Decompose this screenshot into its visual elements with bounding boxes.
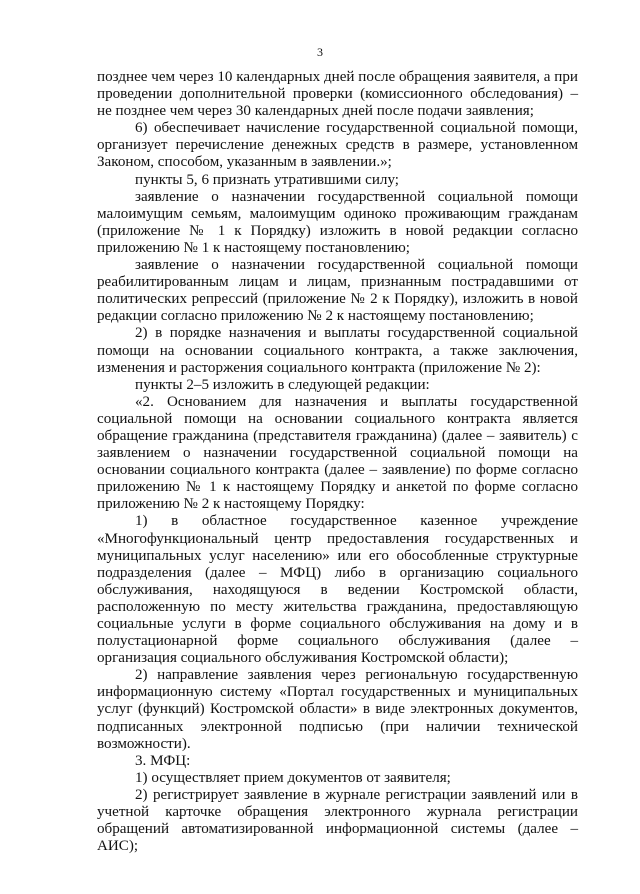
paragraph-points-2-5-new-wording: пункты 2–5 изложить в следующей редакции: [135, 376, 430, 393]
page-number: 3 [317, 45, 323, 59]
paragraph-points-5-6-repealed: пункты 5, 6 признать утратившими силу; [135, 171, 400, 188]
document-body [97, 69, 578, 855]
paragraph-application-low-income: заявление о назначении государственной социальной помощи малоимущим семьям, малоимущим одиноко проживающим гражданам (приложение № 1 к Порядку) изложить в новой редакции согласно приложению № 1 к настоящему постановлению; [97, 188, 578, 256]
paragraph-point-3-subitem-1: 1) осуществляет прием документов от заявителя; [135, 769, 451, 786]
paragraph-social-contract-procedure: 2) в порядке назначения и выплаты государственной социальной помощи на основании социального контракта, а также заключения, изменения и расторжения социального контракта (приложение № 2): [97, 325, 578, 376]
paragraph-point-3-subitem-2: 2) регистрирует заявление в журнале регистрации заявлений или в учетной карточке обращения электронного журнала регистрации обращений автоматизированной информационной системы (далее – АИС); [97, 786, 578, 855]
paragraph-point-3-heading: 3. МФЦ: [135, 752, 191, 769]
paragraph-subitem-2-portal: 2) направление заявления через региональную государственную информационную систему «Портал государственных и муниципальных услуг (функций) Костромской области» в виде электронных документов, подписанных электронной подписью (при наличии технической возможности). [97, 667, 578, 752]
paragraph-subitem-6: 6) обеспечивает начисление государственной социальной помощи, организует перечисление денежных средств в размере, установленном Законом, способом, указанным в заявлении.»; [97, 120, 578, 171]
paragraph-application-rehabilitated: заявление о назначении государственной социальной помощи реабилитированным лицам и лицам, признанным пострадавшими от политических репрессий (приложение № 2 к Порядку), изложить в новой редакции согласно приложению № 2 к настоящему постановлению; [97, 257, 578, 325]
paragraph-point-2-grounds: «2. Основанием для назначения и выплаты государственной социальной помощи на основании социального контракта является обращение гражданина (представителя гражданина) (далее – заявитель) с заявлением о назначении государственной социальной помощи на основании социального контракта (далее – заявление) по форме согласно приложению № 1 к настоящему Порядку и анкетой по форме согласно приложению № 2 к настоящему Порядку: [97, 393, 578, 513]
paragraph-continuation: позднее чем через 10 календарных дней после обращения заявителя, а при проведении дополнительной проверки (комиссионного обследования) – не позднее чем через 30 календарных дней после подачи заявления; [97, 69, 578, 120]
paragraph-subitem-1-mfc: 1) в областное государственное казенное учреждение «Многофункциональный центр предоставления государственных и муниципальных услуг населению» или его обособленные структурные подразделения (далее – МФЦ) либо в организацию социального обслуживания, находящуюся в ведении Костромской области, расположенную по месту жительства гражданина, предоставляющую социальные услуги в форме социального обслуживания на дому и в полустационарной форме социального обслуживания (далее – организация социального обслуживания Костромской области); [97, 513, 578, 667]
